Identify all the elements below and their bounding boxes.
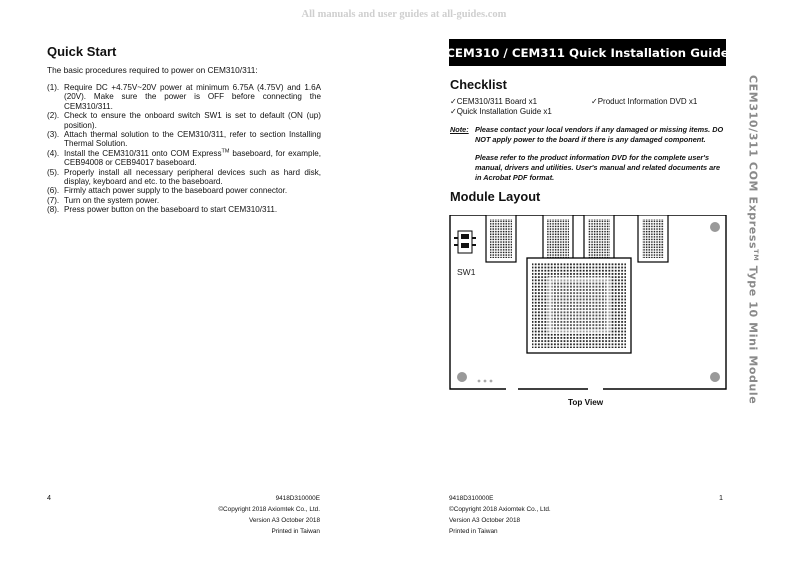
sw1-switch <box>454 231 476 253</box>
printed-in: Printed in Taiwan <box>271 528 320 535</box>
step-text-part: baseboard, for example, CEB94008 or CEB94017 baseboard. <box>64 148 321 168</box>
doc-number: 9418D310000E <box>275 495 320 502</box>
step-item <box>47 111 321 130</box>
left-page-number: 4 <box>47 493 51 502</box>
step-item <box>47 83 321 111</box>
mounting-hole <box>457 372 467 382</box>
step-text: Press power button on the baseboard to start CEM310/311. <box>64 205 278 215</box>
step-number: (8). <box>47 205 60 215</box>
trademark-mark: TM <box>752 249 760 262</box>
soc-chip <box>527 258 631 353</box>
quick-start-heading: Quick Start <box>47 44 117 59</box>
step-item <box>47 205 321 214</box>
step-text: Properly install all necessary peripheral devices such as hard disk, display, keyboard and etc. to the baseboard. <box>64 167 321 187</box>
step-text: Check to ensure the onboard switch SW1 is set to default (ON (up) position). <box>64 111 321 130</box>
step-text: Firmly attach power supply to the baseboard power connector. <box>64 186 288 196</box>
guide-title-bar: CEM310 / CEM311 Quick Installation Guide <box>449 39 726 66</box>
memory-chip <box>584 215 614 262</box>
copyright: ©Copyright 2018 Axiomtek Co., Ltd. <box>449 506 551 513</box>
checklist-item: ✓CEM310/311 Board x1 <box>450 97 538 106</box>
mounting-hole <box>710 222 720 232</box>
step-number: (3). <box>47 130 60 140</box>
step-number: (4). <box>47 148 60 158</box>
sw1-label: SW1 <box>457 267 476 277</box>
step-number: (1). <box>47 83 60 92</box>
right-footer <box>449 493 579 537</box>
module-layout-heading: Module Layout <box>450 189 541 204</box>
step-number: (5). <box>47 167 60 177</box>
note-text <box>475 125 727 182</box>
step-item <box>47 186 321 195</box>
note-paragraph: Please contact your local vendors if any damaged or missing items. DO NOT apply power to the board if there is any damaged component. <box>475 125 724 144</box>
right-page-number: 1 <box>719 493 723 502</box>
mounting-hole <box>710 372 720 382</box>
doc-number: 9418D310000E <box>449 495 494 502</box>
module-layout-diagram <box>448 215 728 391</box>
note-paragraph: Please refer to the product information DVD for the complete user's manual, drivers and utilities. User's manual and related documents are in Acrobat PDF format. <box>475 153 721 182</box>
trademark-mark: TM <box>221 148 230 155</box>
quick-start-steps <box>47 83 321 215</box>
step-text: Require DC +4.75V~20V power at minimum 6.75A (4.75V) and 1.6A (20V). Make sure the power is OFF before connecting the CEM310/311. <box>64 83 321 111</box>
step-item <box>47 130 321 149</box>
step-number: (2). <box>47 111 60 121</box>
step-item <box>47 168 321 187</box>
checkmark-icon: ✓ <box>450 107 457 116</box>
step-text-part: Install the CEM310/311 onto COM Express <box>64 148 222 158</box>
watermark: All manuals and user guides at all-guides.com <box>301 9 507 20</box>
version: Version A3 October 2018 <box>449 517 521 524</box>
led <box>478 380 481 383</box>
checklist-item: ✓Product Information DVD x1 <box>591 97 698 106</box>
led <box>484 380 487 383</box>
memory-chip <box>486 215 516 262</box>
step-text <box>64 149 321 168</box>
note-label: Note: <box>450 125 469 134</box>
checklist-heading: Checklist <box>450 77 507 92</box>
quick-start-intro: The basic procedures required to power on CEM310/311: <box>47 65 258 75</box>
memory-chip <box>638 215 668 262</box>
step-item <box>47 149 321 168</box>
step-text: Turn on the system power. <box>64 195 160 205</box>
checklist-item: ✓Quick Installation Guide x1 <box>450 107 552 116</box>
memory-chip <box>543 215 573 262</box>
step-number: (7). <box>47 195 60 205</box>
step-item <box>47 196 321 205</box>
printed-in: Printed in Taiwan <box>449 528 498 535</box>
top-view-caption: Top View <box>568 398 604 407</box>
checkmark-icon: ✓ <box>591 97 598 106</box>
left-footer <box>200 493 320 537</box>
step-number: (6). <box>47 186 60 196</box>
copyright: ©Copyright 2018 Axiomtek Co., Ltd. <box>218 506 320 513</box>
checkmark-icon: ✓ <box>450 97 457 106</box>
version: Version A3 October 2018 <box>248 517 320 524</box>
led <box>490 380 493 383</box>
vertical-side-title: CEM310/311 COM Express™ Type 10 Mini Module <box>746 75 760 405</box>
step-text: Attach thermal solution to the CEM310/311, refer to section Installing Thermal Solution. <box>64 130 321 149</box>
